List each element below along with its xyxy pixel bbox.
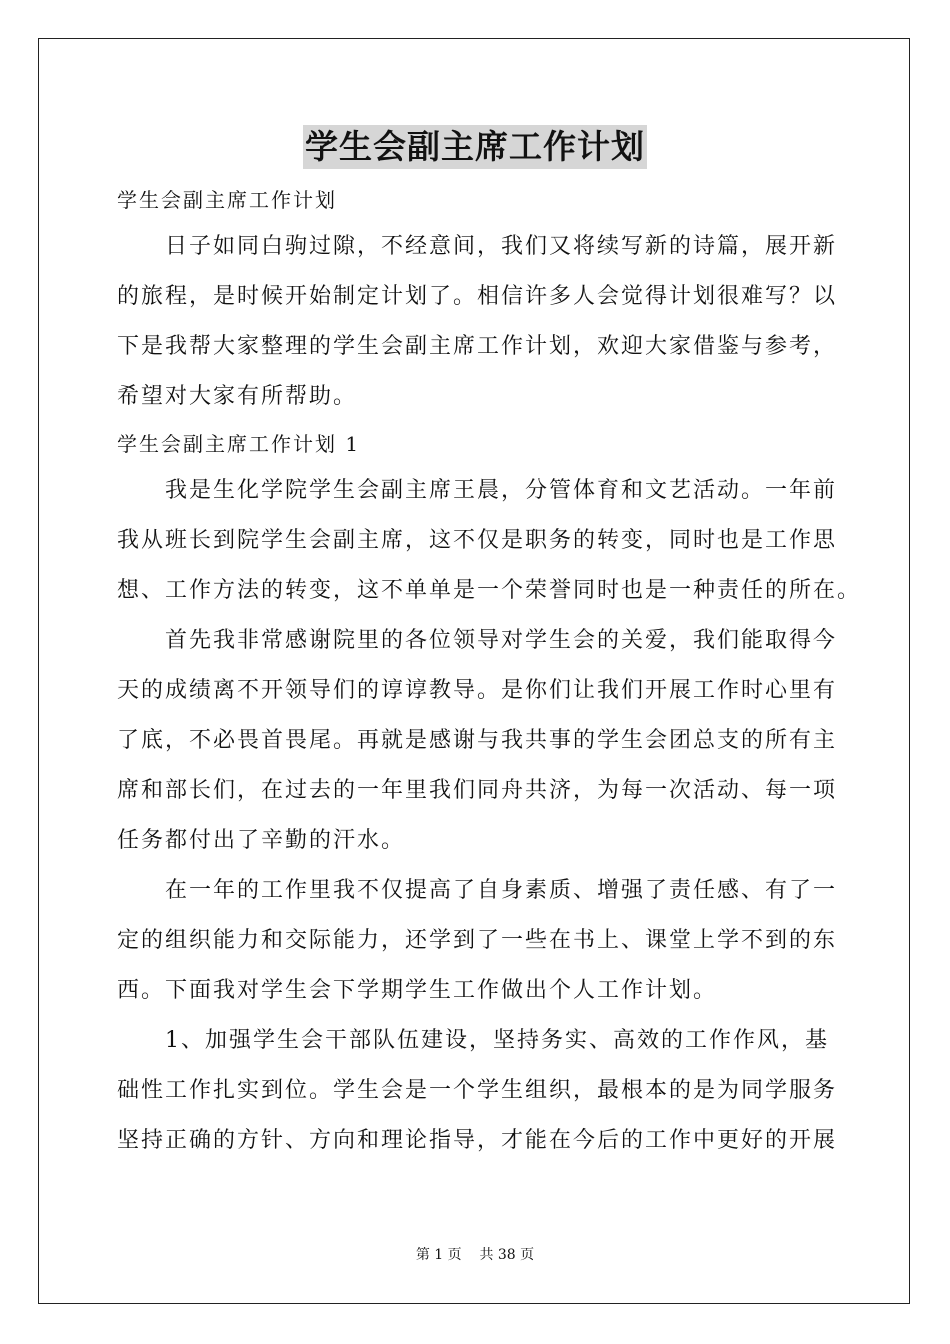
text-line: 下是我帮大家整理的学生会副主席工作计划，欢迎大家借鉴与参考， bbox=[117, 334, 838, 359]
page-number: 第 1 页 bbox=[415, 1247, 462, 1263]
text-line: 想、工作方法的转变，这不单单是一个荣誉同时也是一种责任的所在。 bbox=[117, 578, 862, 603]
text-line: 天的成绩离不开领导们的谆谆教导。是你们让我们开展工作时心里有 bbox=[117, 678, 838, 703]
text-line: 希望对大家有所帮助。 bbox=[117, 384, 358, 409]
text-line: 1、加强学生会干部队伍建设，坚持务实、高效的工作作风，基 bbox=[165, 1028, 829, 1053]
text-line: 我从班长到院学生会副主席，这不仅是职务的转变，同时也是工作思 bbox=[117, 528, 838, 553]
text-line: 定的组织能力和交际能力，还学到了一些在书上、课堂上学不到的东 bbox=[117, 928, 838, 953]
section-heading: 学生会副主席工作计划 1 bbox=[117, 432, 361, 456]
title-area bbox=[0, 125, 950, 169]
document-title: 学生会副主席工作计划 bbox=[303, 125, 647, 169]
text-line: 础性工作扎实到位。学生会是一个学生组织，最根本的是为同学服务 bbox=[117, 1078, 838, 1103]
document-body bbox=[117, 178, 862, 1166]
text-line: 我是生化学院学生会副主席王晨，分管体育和文艺活动。一年前 bbox=[165, 478, 838, 503]
text-line: 西。下面我对学生会下学期学生工作做出个人工作计划。 bbox=[117, 978, 718, 1003]
page-total: 共 38 页 bbox=[479, 1247, 535, 1263]
text-line: 学生会副主席工作计划 bbox=[117, 188, 337, 212]
text-line: 在一年的工作里我不仅提高了自身素质、增强了责任感、有了一 bbox=[165, 878, 838, 903]
text-line: 席和部长们，在过去的一年里我们同舟共济，为每一次活动、每一项 bbox=[117, 778, 838, 803]
page-footer bbox=[0, 1245, 950, 1265]
text-line: 任务都付出了辛勤的汗水。 bbox=[117, 828, 406, 853]
text-line: 坚持正确的方针、方向和理论指导，才能在今后的工作中更好的开展 bbox=[117, 1128, 838, 1153]
text-line: 日子如同白驹过隙，不经意间，我们又将续写新的诗篇，展开新 bbox=[165, 234, 838, 259]
text-line: 的旅程，是时候开始制定计划了。相信许多人会觉得计划很难写？以 bbox=[117, 284, 838, 309]
text-line: 了底，不必畏首畏尾。再就是感谢与我共事的学生会团总支的所有主 bbox=[117, 728, 838, 753]
text-line: 首先我非常感谢院里的各位领导对学生会的关爱，我们能取得今 bbox=[165, 628, 838, 653]
